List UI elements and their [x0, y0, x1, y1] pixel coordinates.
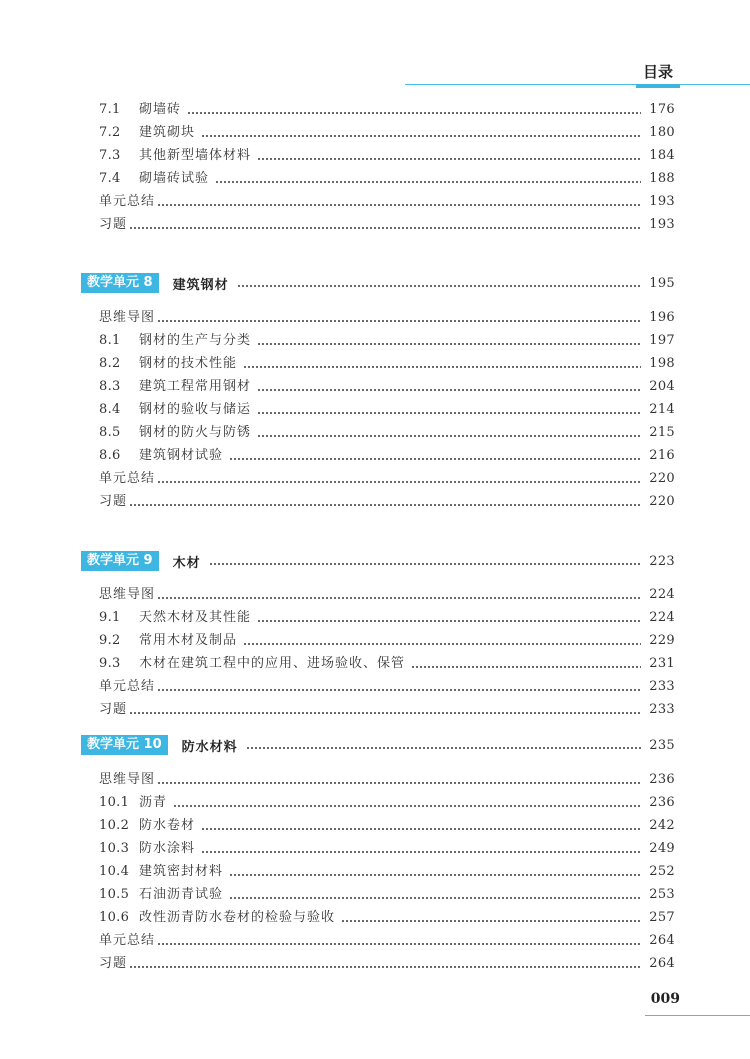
entry-number: 7.1: [99, 102, 121, 117]
toc-entry[interactable]: [99, 931, 675, 951]
entry-title: 习题: [99, 494, 128, 509]
dot-leader: [246, 747, 641, 749]
dot-leader: [215, 181, 641, 183]
dot-leader: [257, 412, 641, 414]
dot-leader: [257, 620, 641, 622]
dot-leader: [243, 366, 641, 368]
entry-page: 233: [649, 679, 675, 694]
dot-leader: [229, 458, 641, 460]
header-accent-bar: [636, 84, 680, 88]
dot-leader: [187, 112, 641, 114]
toc-entry[interactable]: [99, 446, 675, 466]
toc-entry[interactable]: [99, 169, 675, 189]
unit-badge: 教学单元 8: [81, 273, 159, 293]
entry-page: 204: [649, 379, 675, 394]
dot-leader: [257, 389, 641, 391]
entry-number: 10.3: [99, 841, 130, 856]
dot-leader: [341, 920, 641, 922]
toc-entry[interactable]: [99, 700, 675, 720]
entry-page: 188: [649, 171, 675, 186]
entry-number: 8.5: [99, 425, 121, 440]
toc-entry[interactable]: [99, 377, 675, 397]
dot-leader: [257, 435, 641, 437]
entry-page: 180: [649, 125, 675, 140]
entry-number: 9.1: [99, 610, 121, 625]
entry-title: 防水卷材: [139, 818, 196, 833]
entry-page: 220: [649, 471, 675, 486]
entry-title: 石油沥青试验: [139, 887, 224, 902]
dot-leader: [173, 805, 641, 807]
dot-leader: [257, 158, 641, 160]
entry-title: 建筑工程常用钢材: [139, 379, 252, 394]
entry-title: 常用木材及制品: [139, 633, 238, 648]
dot-leader: [201, 851, 641, 853]
entry-number: 10.5: [99, 887, 130, 902]
toc-entry[interactable]: [99, 331, 675, 351]
footer-rule: [645, 1015, 750, 1016]
unit-heading[interactable]: [81, 734, 675, 756]
entry-title: 钢材的防火与防锈: [139, 425, 252, 440]
entry-title: 建筑钢材试验: [139, 448, 224, 463]
unit-heading[interactable]: [81, 550, 675, 572]
entry-page: 216: [649, 448, 675, 463]
toc-entry[interactable]: [99, 677, 675, 697]
toc-entry[interactable]: [99, 908, 675, 928]
entry-page: 236: [649, 795, 675, 810]
entry-title: 沥青: [139, 795, 168, 810]
header-rule: [405, 84, 750, 85]
entry-title: 单元总结: [99, 933, 156, 948]
entry-title: 建筑密封材料: [139, 864, 224, 879]
entry-number: 10.2: [99, 818, 130, 833]
entry-page: 252: [649, 864, 675, 879]
dot-leader: [129, 504, 641, 506]
dot-leader: [411, 666, 641, 668]
page-number: 009: [650, 991, 680, 1007]
toc-entry[interactable]: [99, 423, 675, 443]
toc-entry[interactable]: [99, 146, 675, 166]
entry-title: 改性沥青防水卷材的检验与验收: [139, 910, 336, 925]
entry-title: 习题: [99, 956, 128, 971]
entry-number: 10.6: [99, 910, 130, 925]
entry-page: 264: [649, 956, 675, 971]
entry-title: 钢材的验收与储运: [139, 402, 252, 417]
dot-leader: [157, 782, 641, 784]
entry-number: 9.2: [99, 633, 121, 648]
entry-page: 197: [649, 333, 675, 348]
entry-page: 220: [649, 494, 675, 509]
dot-leader: [243, 643, 641, 645]
dot-leader: [129, 227, 641, 229]
unit-heading[interactable]: [81, 272, 675, 294]
dot-leader: [209, 563, 641, 565]
toc-entry[interactable]: [99, 192, 675, 212]
dot-leader: [157, 597, 641, 599]
dot-leader: [157, 943, 641, 945]
toc-entry[interactable]: [99, 770, 675, 790]
entry-title: 钢材的生产与分类: [139, 333, 252, 348]
entry-number: 8.1: [99, 333, 121, 348]
entry-number: 8.6: [99, 448, 121, 463]
entry-page: 233: [649, 702, 675, 717]
entry-page: 196: [649, 310, 675, 325]
entry-page: 229: [649, 633, 675, 648]
dot-leader: [157, 689, 641, 691]
entry-page: 249: [649, 841, 675, 856]
dot-leader: [257, 343, 641, 345]
entry-page: 193: [649, 194, 675, 209]
entry-number: 10.4: [99, 864, 130, 879]
entry-number: 8.2: [99, 356, 121, 371]
unit-page: 195: [649, 275, 675, 291]
entry-title: 思维导图: [99, 310, 156, 325]
entry-number: 8.3: [99, 379, 121, 394]
entry-title: 防水涂料: [139, 841, 196, 856]
toc-entry[interactable]: [99, 585, 675, 605]
dot-leader: [229, 897, 641, 899]
entry-page: 198: [649, 356, 675, 371]
dot-leader: [201, 135, 641, 137]
entry-page: 215: [649, 425, 675, 440]
unit-title: 建筑钢材: [172, 277, 229, 293]
toc-entry[interactable]: [99, 469, 675, 489]
entry-page: 264: [649, 933, 675, 948]
entry-page: 224: [649, 587, 675, 602]
entry-page: 184: [649, 148, 675, 163]
dot-leader: [237, 285, 641, 287]
entry-title: 砌墙砖: [139, 102, 182, 117]
toc-entry[interactable]: [99, 123, 675, 143]
dot-leader: [129, 966, 641, 968]
entry-number: 10.1: [99, 795, 130, 810]
entry-page: 224: [649, 610, 675, 625]
entry-number: 9.3: [99, 656, 121, 671]
toc-entry[interactable]: [99, 631, 675, 651]
entry-title: 其他新型墙体材料: [139, 148, 252, 163]
unit-title: 木材: [172, 555, 201, 571]
entry-number: 7.3: [99, 148, 121, 163]
toc-entry[interactable]: [99, 492, 675, 512]
dot-leader: [129, 712, 641, 714]
dot-leader: [157, 320, 641, 322]
entry-title: 习题: [99, 702, 128, 717]
entry-page: 193: [649, 217, 675, 232]
unit-page: 235: [649, 737, 675, 753]
entry-title: 钢材的技术性能: [139, 356, 238, 371]
toc-entry[interactable]: [99, 215, 675, 235]
entry-number: 7.2: [99, 125, 121, 140]
entry-page: 242: [649, 818, 675, 833]
entry-title: 单元总结: [99, 194, 156, 209]
dot-leader: [201, 828, 641, 830]
dot-leader: [157, 204, 641, 206]
toc-entry[interactable]: [99, 862, 675, 882]
toc-entry[interactable]: [99, 100, 675, 120]
unit-badge: 教学单元 10: [81, 735, 168, 755]
toc-entry[interactable]: [99, 400, 675, 420]
entry-page: 176: [649, 102, 675, 117]
entry-page: 214: [649, 402, 675, 417]
entry-title: 思维导图: [99, 587, 156, 602]
entry-number: 8.4: [99, 402, 121, 417]
entry-title: 单元总结: [99, 679, 156, 694]
entry-title: 习题: [99, 217, 128, 232]
dot-leader: [157, 481, 641, 483]
entry-title: 单元总结: [99, 471, 156, 486]
toc-entry[interactable]: [99, 954, 675, 974]
entry-page: 231: [649, 656, 675, 671]
toc-entry[interactable]: [99, 354, 675, 374]
entry-page: 253: [649, 887, 675, 902]
unit-title: 防水材料: [181, 739, 238, 755]
entry-page: 236: [649, 772, 675, 787]
page-header-title: 目录: [642, 63, 673, 81]
toc-entry[interactable]: [99, 793, 675, 813]
entry-title: 砌墙砖试验: [139, 171, 210, 186]
dot-leader: [229, 874, 641, 876]
entry-title: 思维导图: [99, 772, 156, 787]
entry-title: 木材在建筑工程中的应用、进场验收、保管: [139, 656, 406, 671]
toc-entry[interactable]: [99, 654, 675, 674]
entry-title: 天然木材及其性能: [139, 610, 252, 625]
entry-title: 建筑砌块: [139, 125, 196, 140]
toc-entry[interactable]: [99, 885, 675, 905]
entry-page: 257: [649, 910, 675, 925]
entry-number: 7.4: [99, 171, 121, 186]
toc-entry[interactable]: [99, 608, 675, 628]
unit-badge: 教学单元 9: [81, 551, 159, 571]
unit-page: 223: [649, 553, 675, 569]
toc-entry[interactable]: [99, 816, 675, 836]
toc-entry[interactable]: [99, 839, 675, 859]
toc-entry[interactable]: [99, 308, 675, 328]
